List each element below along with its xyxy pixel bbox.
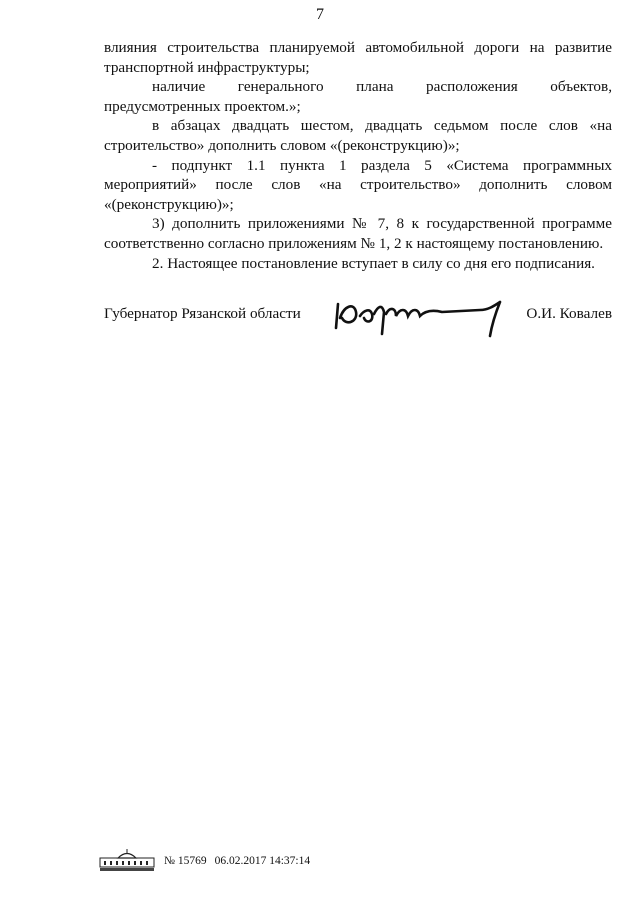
paragraph: - подпункт 1.1 пункта 1 раздела 5 «Система программных мероприятий» после слов «на строительство» дополнить словом «(реконструкцию)»; — [104, 156, 612, 213]
paragraph: 3) дополнить приложениями № 7, 8 к государственной программе соответственно согласно приложениям № 1, 2 к настоящему постановлению. — [104, 215, 612, 252]
building-logo-icon — [98, 849, 156, 873]
document-body — [104, 38, 612, 273]
paragraph: в абзацах двадцать шестом, двадцать седьмом после слов «на строительство» дополнить словом «(реконструкцию)»; — [104, 117, 612, 154]
registration-datetime: 06.02.2017 14:37:14 — [214, 855, 311, 867]
signature-block — [104, 302, 612, 342]
paragraph: наличие генерального плана расположения объектов, предусмотренных проектом.»; — [104, 78, 612, 115]
registration-number: № 15769 — [164, 855, 207, 867]
handwritten-signature — [330, 288, 510, 340]
page-number: 7 — [316, 6, 324, 23]
signatory-name: О.И. Ковалев — [526, 305, 612, 322]
signatory-title: Губернатор Рязанской области — [104, 305, 301, 322]
paragraph: влияния строительства планируемой автомобильной дороги на развитие транспортной инфраструктуры; — [104, 39, 612, 76]
registration-stamp — [98, 849, 310, 873]
paragraph: 2. Настоящее постановление вступает в силу со дня его подписания. — [152, 254, 595, 272]
